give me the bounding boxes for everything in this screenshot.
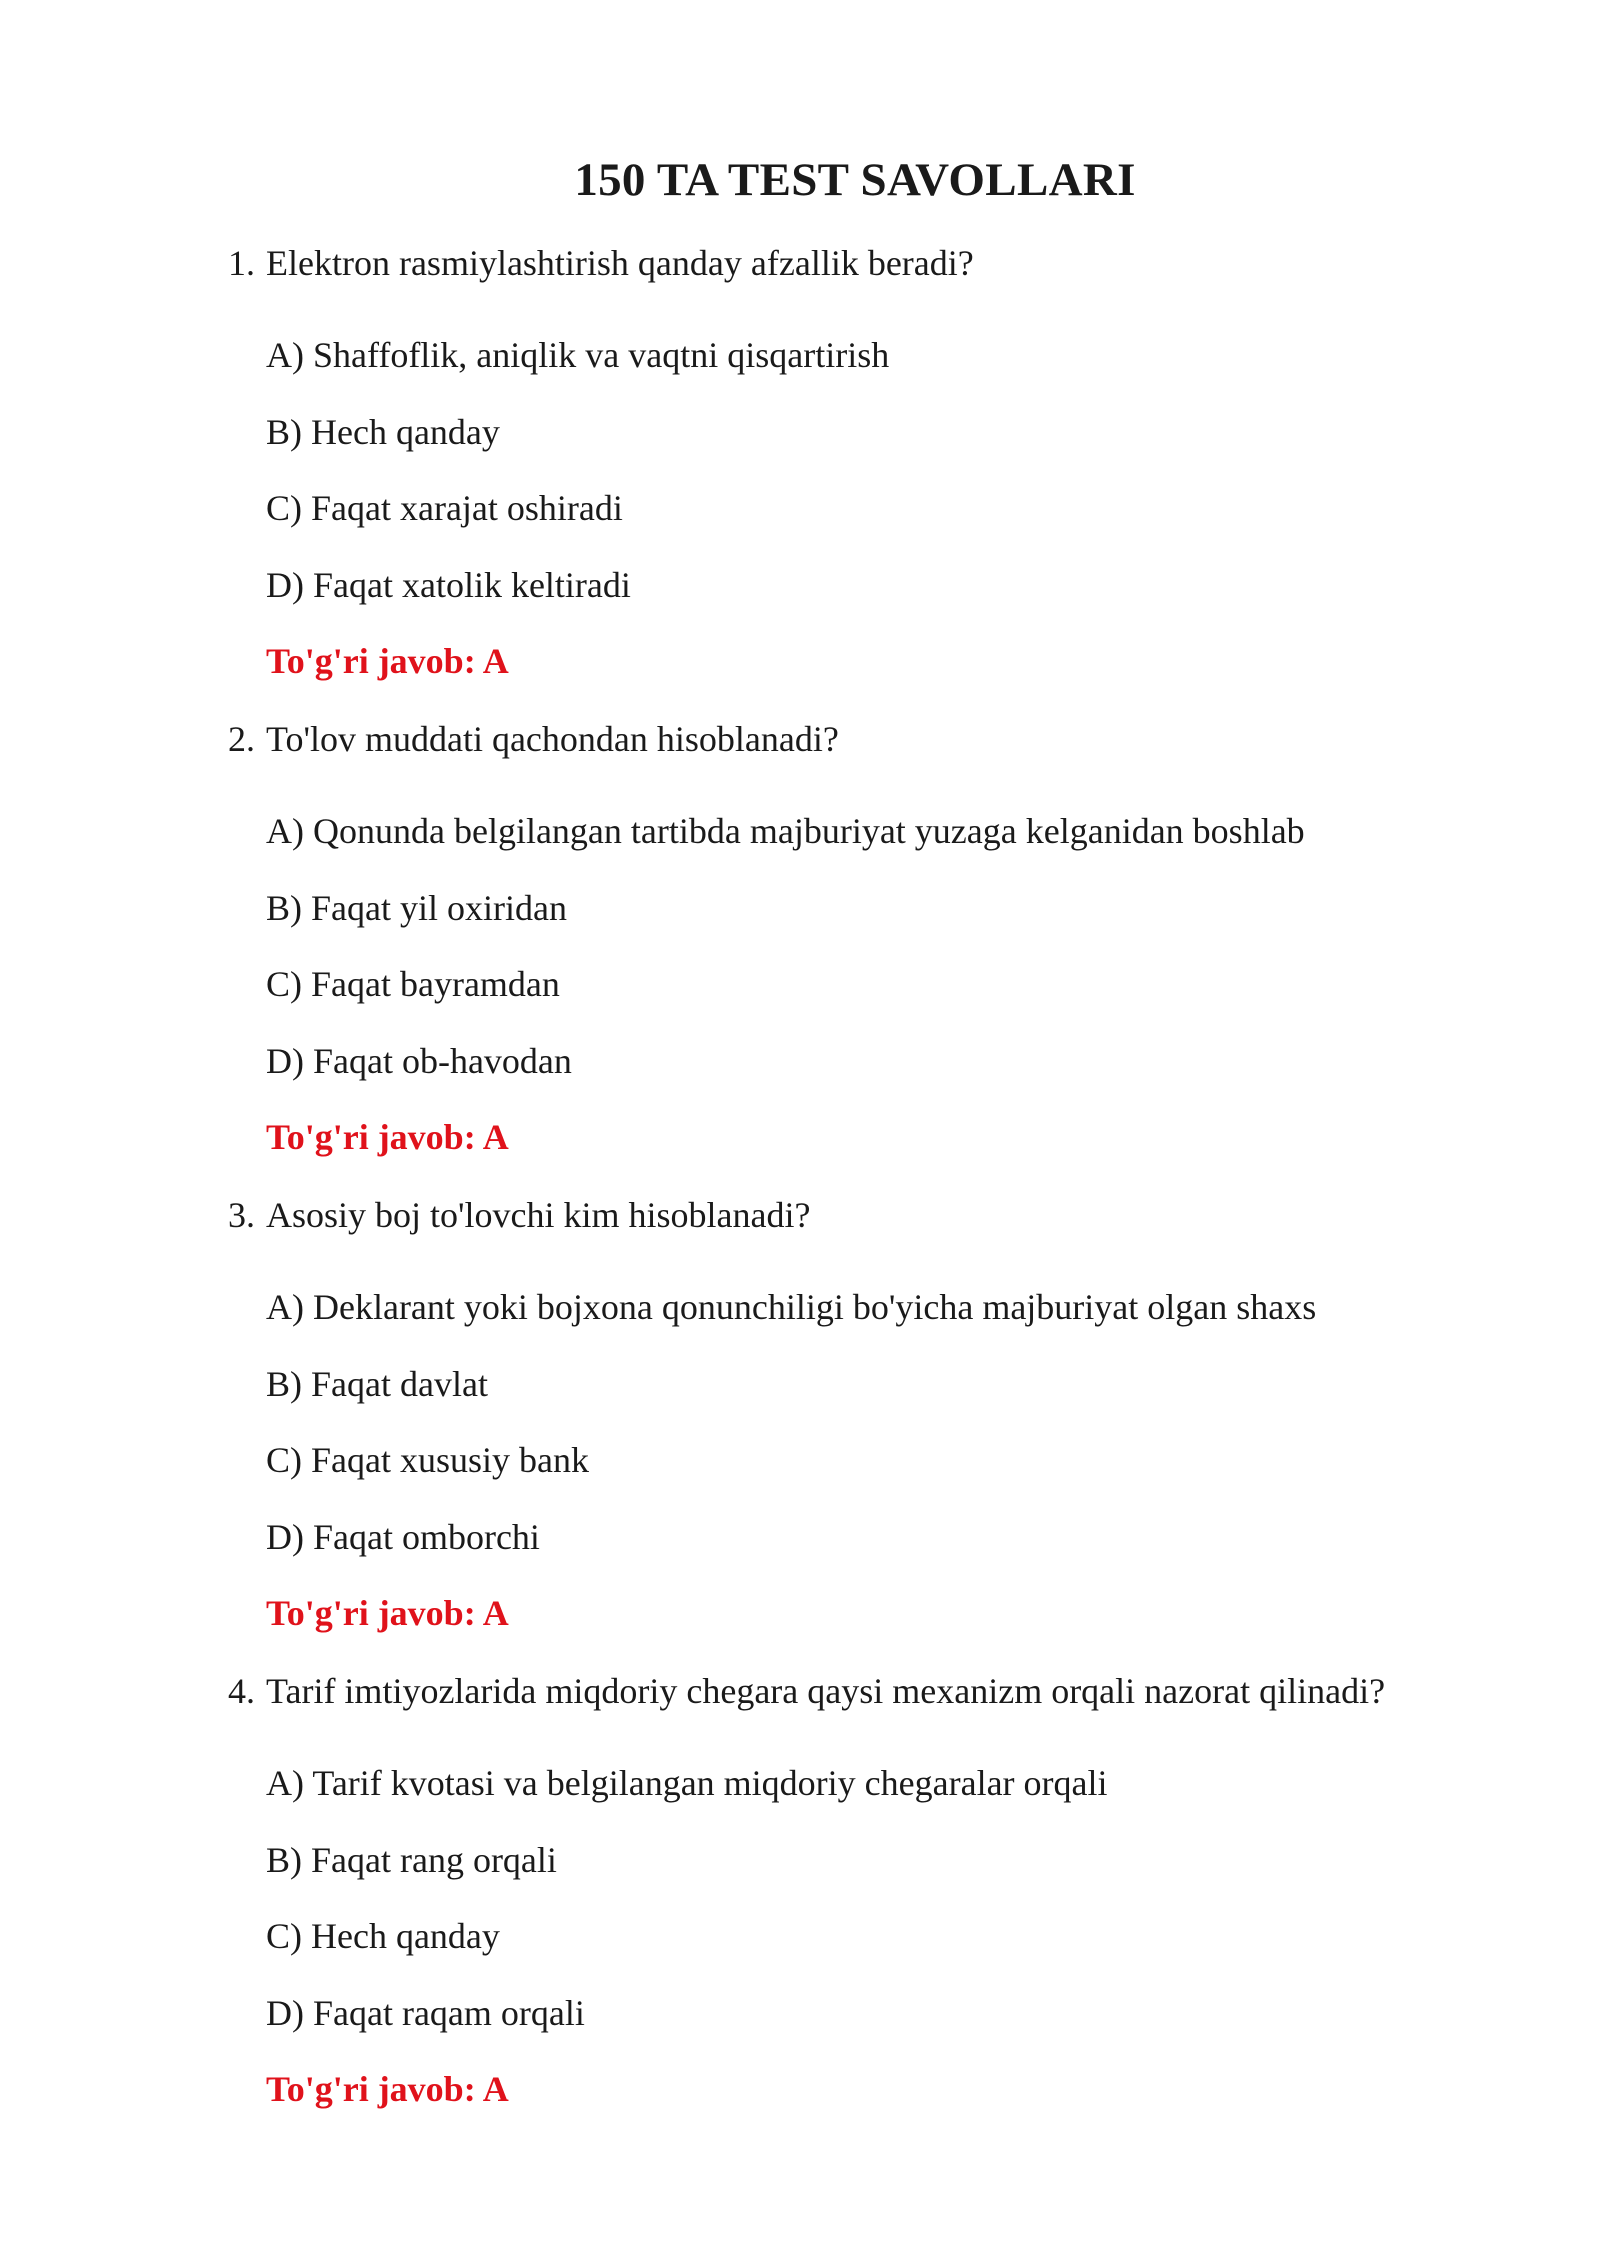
correct-answer (266, 1114, 1528, 1160)
question-item (228, 1668, 1528, 2144)
question-number: 3. (228, 1195, 255, 1235)
option-c: C) Hech qanday (266, 1916, 500, 1956)
page-title: 150 TA TEST SAVOLLARI (574, 154, 1136, 206)
question-list (228, 240, 1528, 2144)
option-b: B) Faqat rang orqali (266, 1839, 557, 1880)
option-list (266, 1760, 1528, 2036)
option-a: A) Deklarant yoki bojxona qonunchiligi bo'yicha majburiyat olgan shaxs (266, 1287, 1317, 1327)
question-body: Elektron rasmiylashtirish qanday afzallik beradi? (266, 243, 974, 283)
correct-answer (266, 2066, 1528, 2112)
question-text (228, 1668, 1528, 1714)
option-c: C) Faqat xarajat oshiradi (266, 488, 623, 528)
question-number: 2. (228, 719, 255, 759)
option-a: A) Qonunda belgilangan tartibda majburiyat yuzaga kelganidan boshlab (266, 811, 1305, 851)
correct-answer (266, 1590, 1528, 1636)
question-item (228, 1192, 1528, 1668)
answer-label: To'g'ri javob: (266, 641, 476, 681)
question-item (228, 240, 1528, 716)
option-list (266, 808, 1528, 1084)
option-b: B) Faqat davlat (266, 1363, 488, 1404)
option-list (266, 332, 1528, 608)
question-text (228, 1192, 1528, 1238)
option-d: D) Faqat ob-havodan (266, 1040, 572, 1081)
question-body: Tarif imtiyozlarida miqdoriy chegara qaysi mexanizm orqali nazorat qilinadi? (266, 1671, 1386, 1711)
answer-letter: A (482, 1593, 509, 1633)
question-text (228, 240, 1528, 286)
answer-letter: A (482, 641, 509, 681)
option-a: A) Tarif kvotasi va belgilangan miqdoriy chegaralar orqali (266, 1763, 1108, 1803)
question-body: Asosiy boj to'lovchi kim hisoblanadi? (266, 1195, 811, 1235)
answer-letter: A (482, 1117, 509, 1157)
option-d: D) Faqat xatolik keltiradi (266, 564, 631, 605)
option-d: D) Faqat omborchi (266, 1516, 540, 1557)
question-text (228, 716, 1528, 762)
answer-label: To'g'ri javob: (266, 1593, 476, 1633)
correct-answer (266, 638, 1528, 684)
question-body: To'lov muddati qachondan hisoblanadi? (266, 719, 839, 759)
option-b: B) Faqat yil oxiridan (266, 887, 567, 928)
option-a: A) Shaffoflik, aniqlik va vaqtni qisqartirish (266, 335, 890, 375)
question-number: 4. (228, 1671, 255, 1711)
question-item (228, 716, 1528, 1192)
answer-label: To'g'ri javob: (266, 1117, 476, 1157)
answer-letter: A (482, 2069, 509, 2109)
question-number: 1. (228, 243, 255, 283)
option-d: D) Faqat raqam orqali (266, 1992, 585, 2033)
answer-label: To'g'ri javob: (266, 2069, 476, 2109)
option-c: C) Faqat bayramdan (266, 964, 560, 1004)
option-list (266, 1284, 1528, 1560)
option-b: B) Hech qanday (266, 411, 500, 452)
option-c: C) Faqat xususiy bank (266, 1440, 589, 1480)
